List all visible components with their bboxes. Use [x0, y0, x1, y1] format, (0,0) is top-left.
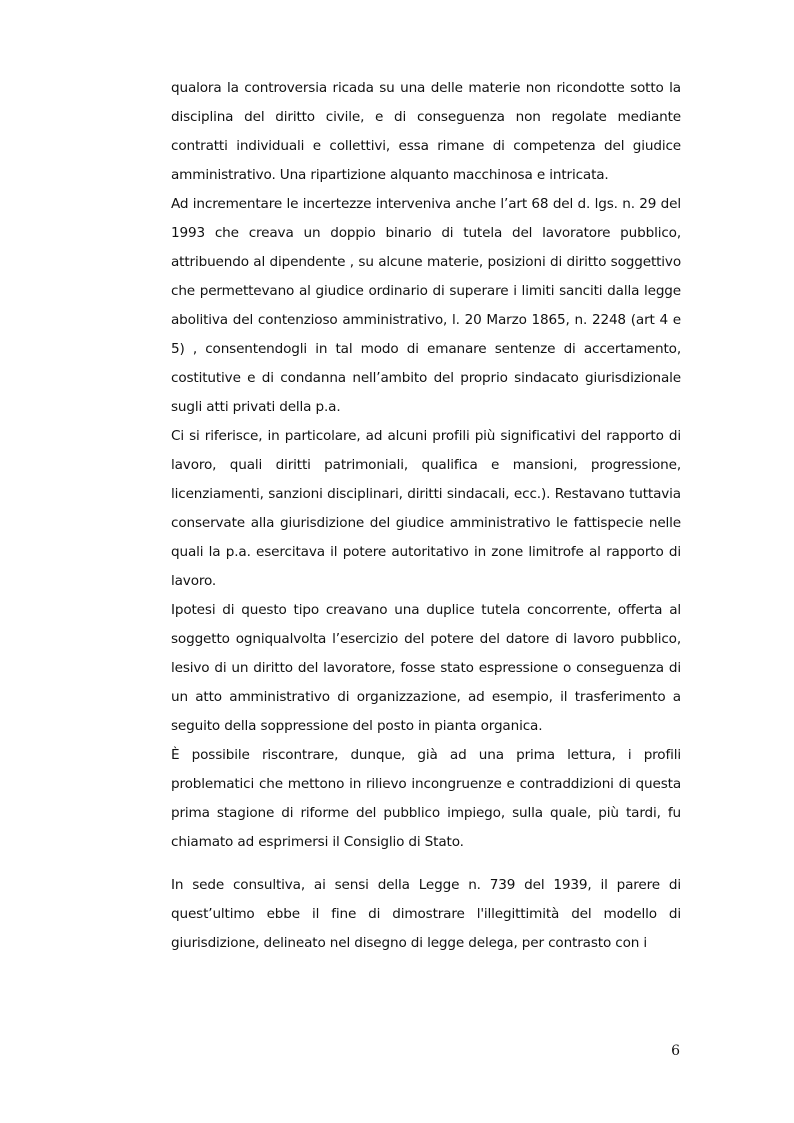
- body-text: [171, 74, 681, 958]
- paragraph-5: È possibile riscontrare, dunque, già ad una prima lettura, i profili problematici che mettono in rilievo incongruenze e contraddizioni di questa prima stagione di riforme del pubblico impiego, sulla quale, più tardi, fu chiamato ad esprimersi il Consiglio di Stato.: [171, 747, 681, 850]
- page-number: 6: [671, 1043, 680, 1059]
- paragraph-1: qualora la controversia ricada su una delle materie non ricondotte sotto la disciplina del diritto civile, e di conseguenza non regolate mediante contratti individuali e collettivi, essa rimane di competenza del giudice amministrativo. Una ripartizione alquanto macchinosa e intricata.: [171, 80, 681, 183]
- paragraph-4: Ipotesi di questo tipo creavano una duplice tutela concorrente, offerta al soggetto ogniqualvolta l’esercizio del potere del datore di lavoro pubblico, lesivo di un diritto del lavoratore, fosse stato espressione o conseguenza di un atto amministrativo di organizzazione, ad esempio, il trasferimento a seguito della soppressione del posto in pianta organica.: [171, 602, 681, 734]
- paragraph-3: Ci si riferisce, in particolare, ad alcuni profili più significativi del rapporto di lavoro, quali diritti patrimoniali, qualifica e mansioni, progressione, licenziamenti, sanzioni disciplinari, diritti sindacali, ecc.). Restavano tuttavia conservate alla giurisdizione del giudice amministrativo le fattispecie nelle quali la p.a. esercitava il potere autoritativo in zone limitrofe al rapporto di lavoro.: [171, 428, 681, 589]
- paragraph-2: Ad incrementare le incertezze interveniva anche l’art 68 del d. lgs. n. 29 del 1993 che creava un doppio binario di tutela del lavoratore pubblico, attribuendo al dipendente , su alcune materie, posizioni di diritto soggettivo che permettevano al giudice ordinario di superare i limiti sanciti dalla legge abolitiva del contenzioso amministrativo, l. 20 Marzo 1865, n. 2248 (art 4 e 5) , consentendogli in tal modo di emanare sentenze di accertamento, costitutive e di condanna nell’ambito del proprio sindacato giurisdizionale sugli atti privati della p.a.: [171, 196, 681, 415]
- paragraph-6: In sede consultiva, ai sensi della Legge n. 739 del 1939, il parere di quest’ultimo ebbe il fine di dimostrare l'illegittimità del modello di giurisdizione, delineato nel disegno di legge delega, per contrasto con i: [171, 877, 681, 951]
